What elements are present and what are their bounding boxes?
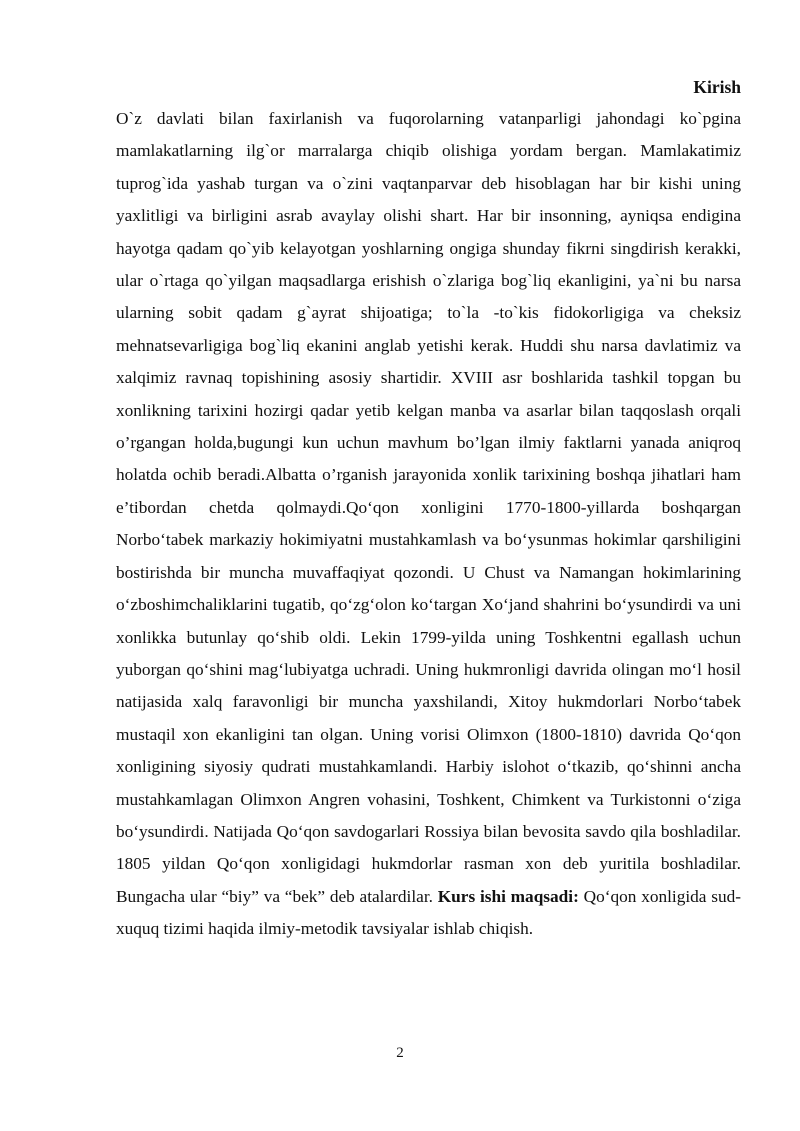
body-paragraph — [116, 103, 741, 946]
page-number: 2 — [396, 1045, 404, 1061]
section-heading: Kirish — [693, 77, 741, 97]
goal-text: Qo‘qon xonligida sud-xuquq tizimi haqida ilmiy-metodik tavsiyalar ishlab chiqish. — [116, 886, 741, 939]
paragraph-main-text: O`z davlati bilan faxirlanish va fuqorolarning vatanparligi jahondagi ko`pgina mamlakatlarning ilg`or marralarga chiqib olishiga yordam bergan. Mamlakatimiz tuprog`ida yashab turgan va o`zini vaqtanparvar deb hisoblagan har bir kishi uning yaxlitligi va birligini asrab avaylay olishi shart. Har bir insonning, ayniqsa endigina hayotga qadam qo`yib kelayotgan yoshlarning ongiga shunday fikrni singdirish kerakki, ular o`rtaga qo`yilgan maqsadlarga erishish o`zlariga bog`liq ekanligini, ya`ni bu narsa ularning sobit qadam g`ayrat shijoatiga; to`la -to`kis fidokorligiga va cheksiz mehnatsevarligiga bog`liq ekanini anglab yetishi kerak. Huddi shu narsa davlatimiz va xalqimiz ravnaq topishining asosiy shartidir. XVIII asr boshlarida tashkil topgan bu xonlikning tarixini hozirgi qadar yetib kelgan manba va asarlar bilan taqqoslash orqali o’rgangan holda,bugungi kun uchun mavhum bo’lgan ilmiy faktlarni yanada aniqroq holatda ochib beradi.Albatta o’rganish jarayonida xonlik tarixining boshqa jihatlari ham e’tibordan chetda qolmaydi.Qo‘qon xonligini 1770-1800-yillarda boshqargan Norbo‘tabek markaziy hokimiyatni mustahkamlash va bo‘ysunmas hokimlar qarshiligini bostirishda bir muncha muvaffaqiyat qozondi. U Chust va Namangan hokimlarining o‘zboshimchaliklarini tugatib, qo‘zg‘olon ko‘targan Xo‘jand shahrini bo‘ysundirdi va uni xonlikka butunlay qo‘shib oldi. Lekin 1799-yilda uning Toshkentni egallash uchun yuborgan qo‘shini mag‘lubiyatga uchradi. Uning hukmronligi davrida olingan mo‘l hosil natijasida xalq faravonligi bir muncha yaxshilandi, Xitoy hukmdorlari Norbo‘tabek mustaqil xon ekanligini tan olgan. Uning vorisi Olimxon (1800-1810) davrida Qo‘qon xonligining siyosiy qudrati mustahkamlandi. Harbiy islohot o‘tkazib, qo‘shinni ancha mustahkamlagan Olimxon Angren vohasini, Toshkent, Chimkent va Turkistonni o‘ziga bo‘ysundirdi. Natijada Qo‘qon savdogarlari Rossiya bilan bevosita savdo qila boshladilar. 1805 yildan Qo‘qon xonligidagi hukmdorlar rasman xon deb yuritila boshladilar. Bungacha ular “biy” va “bek” deb atalardilar. — [116, 109, 741, 906]
goal-label: Kurs ishi maqsadi: — [437, 886, 579, 906]
